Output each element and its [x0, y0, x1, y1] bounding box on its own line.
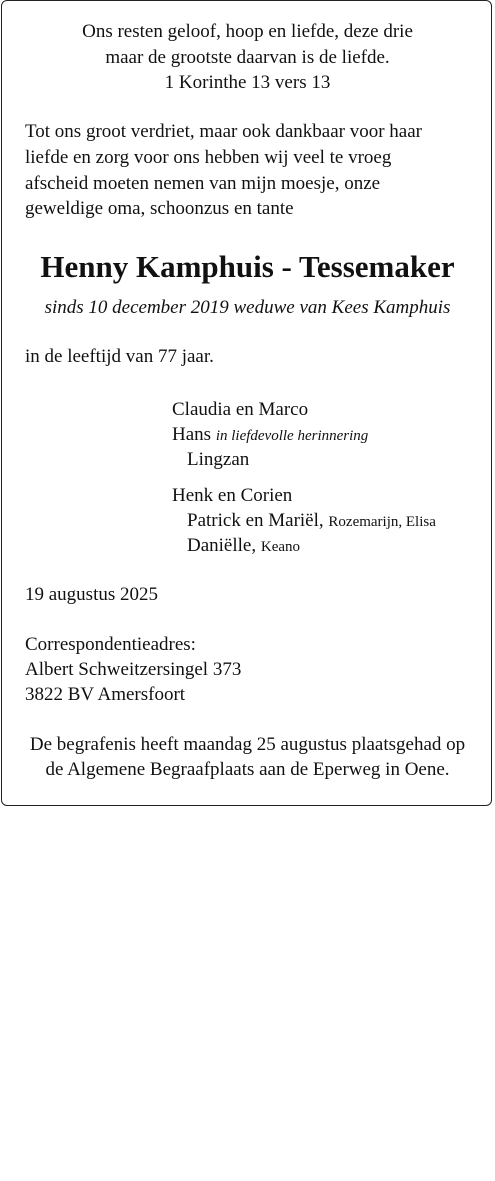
- hans-name: Hans: [172, 424, 212, 445]
- correspondence-city: 3822 BV Amersfoort: [25, 684, 186, 705]
- child-2-children: Keano: [260, 539, 301, 555]
- hans-remembrance-note: in liefdevolle herinnering: [215, 428, 369, 444]
- intro-line-4: geweldige oma, schoonzus en tante: [25, 198, 294, 219]
- funeral-line-2: de Algemene Begraafplaats aan de Eperweg in Oene.: [45, 759, 450, 780]
- intro-line-1: Tot ons groot verdriet, maar ook dankbaar voor haar: [25, 121, 423, 142]
- correspondence-street: Albert Schweitzersingel 373: [25, 659, 242, 680]
- family-group-1-hans: [172, 422, 368, 449]
- bible-reference: 1 Korinthe 13 vers 13: [164, 72, 331, 93]
- deceased-name: Henny Kamphuis - Tessemaker: [40, 249, 455, 284]
- intro-line-2: liefde en zorg voor ons hebben wij veel te vroeg: [25, 147, 392, 168]
- widow-line: sinds 10 december 2019 weduwe van Kees Kamphuis: [44, 297, 451, 318]
- family-group-1-child: Lingzan: [187, 449, 250, 470]
- obituary-card: [1, 0, 492, 806]
- family-group-2-child-2: [187, 533, 300, 560]
- family-group-1-parents: Claudia en Marco: [172, 399, 309, 420]
- family-group-2-child-1: [187, 508, 436, 535]
- child-1-children: Rozemarijn, Elisa: [328, 514, 436, 530]
- age-line: in de leeftijd van 77 jaar.: [25, 346, 214, 367]
- family-group-2-parents: Henk en Corien: [172, 485, 293, 506]
- child-1-names: Patrick en Mariël,: [187, 510, 324, 531]
- funeral-line-1: De begrafenis heeft maandag 25 augustus plaatsgehad op: [29, 734, 466, 755]
- child-2-name: Daniëlle,: [187, 535, 257, 556]
- correspondence-label: Correspondentieadres:: [25, 634, 196, 655]
- bible-quote-line-2: maar de grootste daarvan is de liefde.: [105, 47, 390, 68]
- bible-quote-line-1: Ons resten geloof, hoop en liefde, deze drie: [82, 21, 413, 42]
- date-line: 19 augustus 2025: [25, 584, 158, 605]
- intro-line-3: afscheid moeten nemen van mijn moesje, onze: [25, 173, 381, 194]
